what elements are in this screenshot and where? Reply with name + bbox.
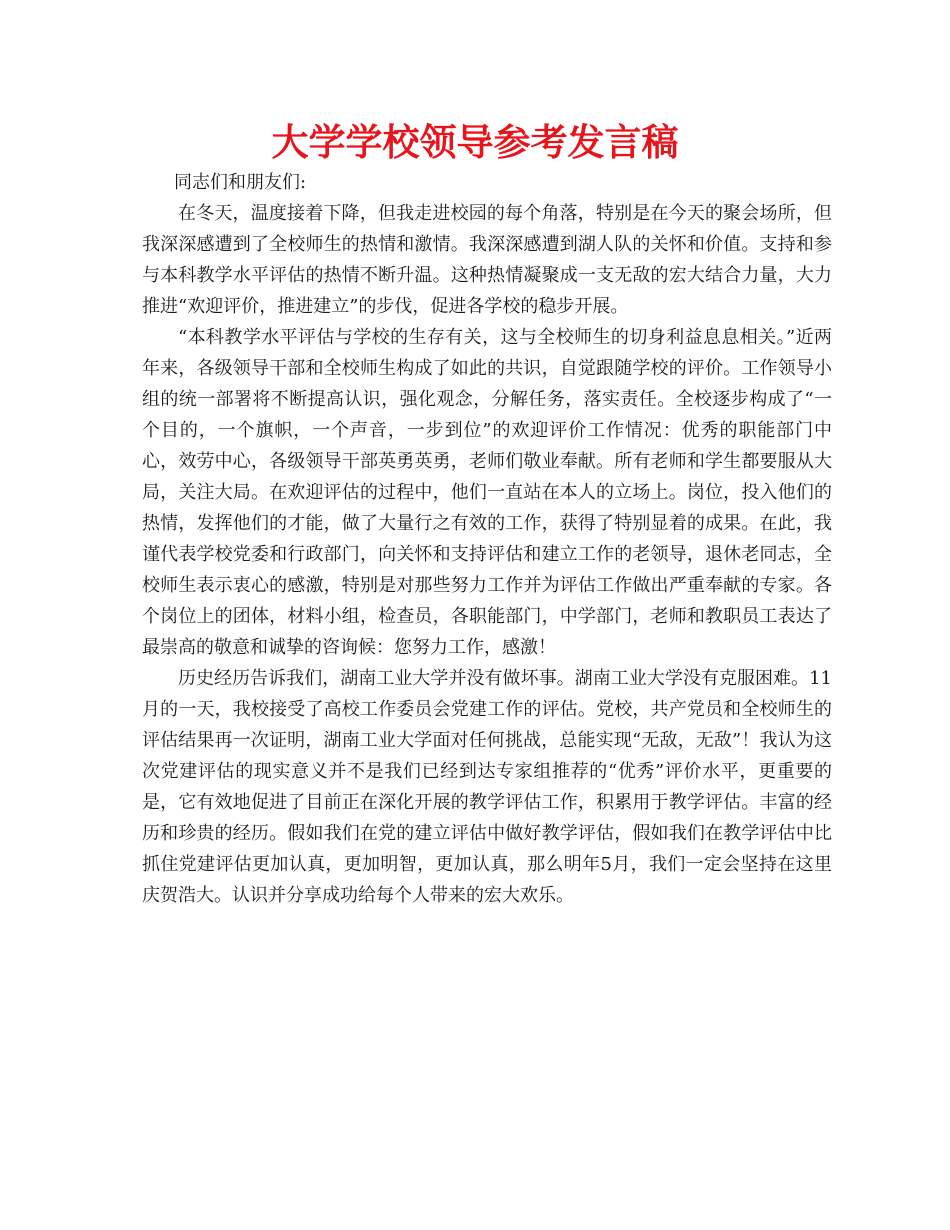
document-body [142, 167, 832, 911]
paragraph-2: “本科教学水平评估与学校的生存有关，这与全校师生的切身利益息息相关。”近两年来，各级领导干部和全校师生构成了如此的共识，自觉跟随学校的评价。工作领导小组的统一部署将不断提高认识，强化观念，分解任务，落实责任。全校逐步构成了“一个目的，一个旗帜，一个声音，一步到位”的欢迎评价工作情况：优秀的职能部门中心，效劳中心，各级领导干部英勇英勇，老师们敬业奉献。所有老师和学生都要服从大局，关注大局。在欢迎评估的过程中，他们一直站在本人的立场上。岗位，投入他们的热情，发挥他们的才能，做了大量行之有效的工作，获得了特别显着的成果。在此，我谨代表学校党委和行政部门，向关怀和支持评估和建立工作的老领导，退休老同志，全校师生表示衷心的感激，特别是对那些努力工作并为评估工作做出严重奉献的专家。各个岗位上的团体，材料小组，检查员，各职能部门，中学部门，老师和教职员工表达了最崇高的敬意和诚挚的咨询候：您努力工作，感激！ [142, 327, 832, 658]
paragraph-3: 历史经历告诉我们，湖南工业大学并没有做坏事。湖南工业大学没有克服困难。11月的一天，我校接受了高校工作委员会党建工作的评估。党校，共产党员和全校师生的评估结果再一次证明，湖南工业大学面对任何挑战，总能实现“无敌，无敌”！我认为这次党建评估的现实意义并不是我们已经到达专家组推荐的“优秀”评价水平，更重要的是，它有效地促进了目前正在深化开展的教学评估工作，积累用于教学评估。丰富的经历和珍贵的经历。假如我们在党的建立评估中做好教学评估，假如我们在教学评估中比抓住党建评估更加认真，更加明智，更加认真，那么明年5月，我们一定会坚持在这里庆贺浩大。认识并分享成功给每个人带来的宏大欢乐。 [142, 668, 832, 906]
paragraph-1: 在冬天，温度接着下降，但我走进校园的每个角落，特别是在今天的聚会场所，但我深深感遭到了全校师生的热情和激情。我深深感遭到湖人队的关怀和价值。支持和参与本科教学水平评估的热情不断升温。这种热情凝聚成一支无敌的宏大结合力量，大力推进“欢迎评价，推进建立”的步伐，促进各学校的稳步开展。 [142, 203, 832, 317]
greeting-line: 同志们和朋友们: [174, 172, 307, 193]
document-title: 大学学校领导参考发言稿 [271, 121, 679, 164]
